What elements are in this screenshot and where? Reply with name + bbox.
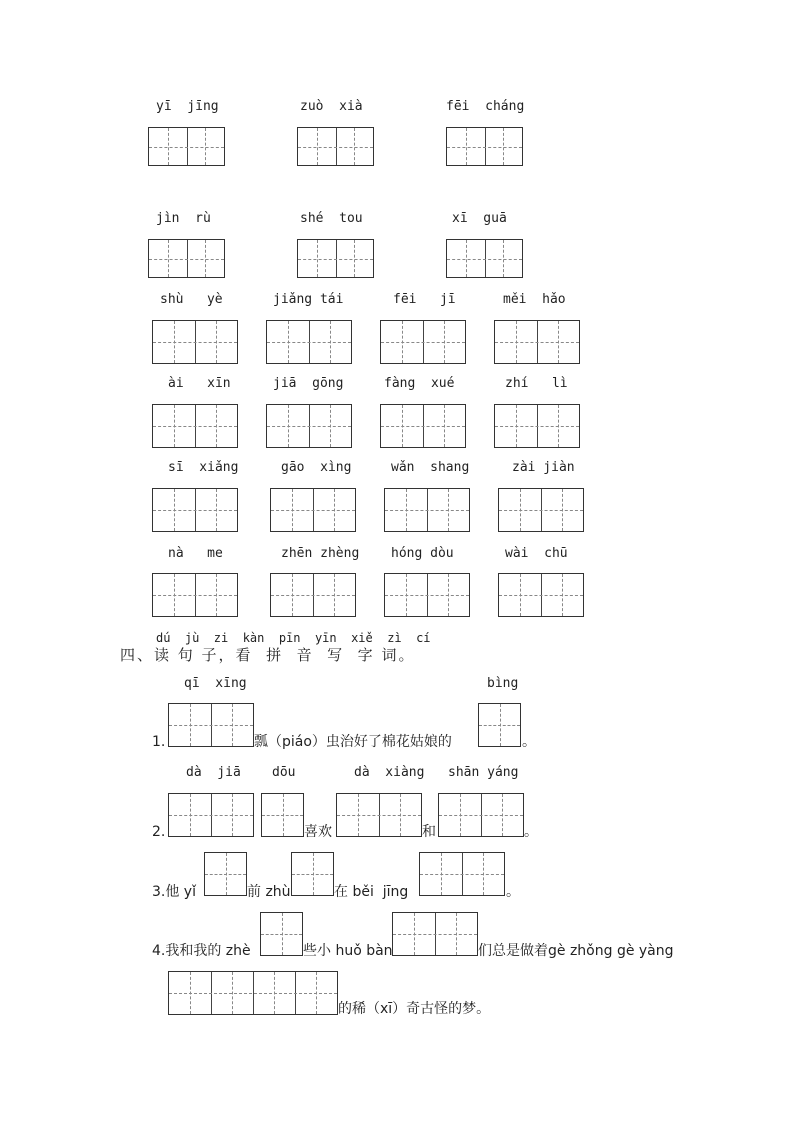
grid-guide-line <box>153 342 237 343</box>
writing-grid[interactable] <box>384 573 470 617</box>
sentence-text: 们总是做着gè zhǒng gè yàng <box>478 943 674 959</box>
pinyin-label: bìng <box>487 676 519 691</box>
grid-guide-line <box>385 595 469 596</box>
writing-grid[interactable] <box>148 127 225 166</box>
writing-grid[interactable] <box>446 127 523 166</box>
writing-grid[interactable] <box>494 320 580 364</box>
section-title-pinyin: dú jù zi kàn pīn yīn xiě zì cí <box>156 631 431 645</box>
grid-guide-line <box>149 147 224 148</box>
grid-guide-line <box>499 595 583 596</box>
pinyin-label: zài jiàn <box>512 460 575 475</box>
pinyin-label: zuò xià <box>300 99 363 114</box>
writing-grid[interactable] <box>168 793 254 837</box>
pinyin-label: dà xiàng <box>354 765 425 780</box>
grid-guide-line <box>447 147 522 148</box>
grid-guide-line <box>261 934 302 935</box>
pinyin-label: wài chū <box>505 546 568 561</box>
writing-grid[interactable] <box>392 912 478 956</box>
pinyin-label: zhēn zhèng <box>281 546 360 561</box>
grid-guide-line <box>499 510 583 511</box>
grid-guide-line <box>271 510 355 511</box>
writing-grid[interactable] <box>494 404 580 448</box>
pinyin-label: ài xīn <box>168 376 231 391</box>
grid-guide-line <box>153 595 237 596</box>
grid-guide-line <box>262 815 303 816</box>
grid-guide-line <box>169 725 253 726</box>
writing-grid[interactable] <box>168 703 254 747</box>
grid-guide-line <box>169 815 253 816</box>
grid-guide-line <box>149 259 224 260</box>
writing-grid[interactable] <box>152 488 238 532</box>
sentence-text: 的稀（xī）奇古怪的梦。 <box>338 1001 491 1017</box>
sentence-text: 瓢（piáo）虫治好了棉花姑娘的 <box>254 734 452 750</box>
grid-guide-line <box>169 993 337 994</box>
grid-guide-line <box>381 426 465 427</box>
grid-guide-line <box>393 934 477 935</box>
writing-grid[interactable] <box>266 404 352 448</box>
writing-grid[interactable] <box>291 852 334 896</box>
grid-guide-line <box>298 147 373 148</box>
pinyin-label: hóng dòu <box>391 546 454 561</box>
pinyin-label: shān yáng <box>448 765 519 780</box>
writing-grid[interactable] <box>270 573 356 617</box>
pinyin-label: shé tou <box>300 211 363 226</box>
sentence-text: 3.他 yǐ <box>152 884 196 900</box>
pinyin-label: yī jīng <box>156 99 219 114</box>
sentence-number: 2. <box>152 824 166 840</box>
grid-guide-line <box>479 725 520 726</box>
writing-grid[interactable] <box>204 852 247 896</box>
writing-grid[interactable] <box>152 320 238 364</box>
pinyin-label: dà jiā <box>186 765 241 780</box>
sentence-text: 4.我和我的 zhè <box>152 943 251 959</box>
pinyin-label: gāo xìng <box>281 460 352 475</box>
pinyin-label: fēi cháng <box>446 99 525 114</box>
grid-guide-line <box>153 426 237 427</box>
pinyin-label: nà me <box>168 546 223 561</box>
grid-guide-line <box>205 874 246 875</box>
sentence-text: 。 <box>524 824 538 840</box>
writing-grid[interactable] <box>446 239 523 278</box>
writing-grid[interactable] <box>498 488 584 532</box>
sentence-text: 和 <box>422 824 436 840</box>
pinyin-label: měi hǎo <box>503 292 566 307</box>
grid-guide-line <box>381 342 465 343</box>
grid-guide-line <box>495 342 579 343</box>
sentence-text: 些小 huǒ bàn <box>303 943 393 959</box>
writing-grid[interactable] <box>152 404 238 448</box>
pinyin-label: qī xīng <box>184 676 247 691</box>
sentence-text: 前 zhù <box>247 884 291 900</box>
writing-grid[interactable] <box>380 320 466 364</box>
grid-guide-line <box>153 510 237 511</box>
sentence-text: 。 <box>522 734 536 750</box>
writing-grid[interactable] <box>297 239 374 278</box>
writing-grid[interactable] <box>261 793 304 837</box>
sentence-text: 喜欢 <box>304 824 332 840</box>
grid-guide-line <box>267 342 351 343</box>
grid-guide-line <box>292 874 333 875</box>
pinyin-label: fēi jī <box>393 292 456 307</box>
pinyin-label: sī xiǎng <box>168 460 239 475</box>
writing-grid[interactable] <box>336 793 422 837</box>
pinyin-label: xī guā <box>452 211 507 226</box>
pinyin-label: fàng xué <box>384 376 455 391</box>
grid-guide-line <box>420 874 504 875</box>
writing-grid[interactable] <box>384 488 470 532</box>
pinyin-label: jiǎng tái <box>273 292 344 307</box>
pinyin-label: wǎn shang <box>391 460 470 475</box>
grid-guide-line <box>385 510 469 511</box>
sentence-text: 。 <box>506 884 520 900</box>
writing-grid[interactable] <box>168 971 338 1015</box>
grid-guide-line <box>298 259 373 260</box>
grid-guide-line <box>439 815 523 816</box>
grid-guide-line <box>271 595 355 596</box>
pinyin-label: zhí lì <box>505 376 568 391</box>
pinyin-label: jìn rù <box>156 211 211 226</box>
sentence-number: 1. <box>152 734 166 750</box>
section-title: 四、读 句 子，看 拼 音 写 字 词。 <box>120 646 416 664</box>
writing-grid[interactable] <box>297 127 374 166</box>
writing-grid[interactable] <box>498 573 584 617</box>
grid-guide-line <box>267 426 351 427</box>
grid-guide-line <box>495 426 579 427</box>
pinyin-label: shù yè <box>160 292 223 307</box>
writing-grid[interactable] <box>438 793 524 837</box>
grid-guide-line <box>337 815 421 816</box>
pinyin-label: dōu <box>272 765 296 780</box>
writing-grid[interactable] <box>266 320 352 364</box>
writing-grid[interactable] <box>380 404 466 448</box>
grid-guide-line <box>447 259 522 260</box>
writing-grid[interactable] <box>419 852 505 896</box>
writing-grid[interactable] <box>152 573 238 617</box>
sentence-text: 在 běi jīng <box>334 884 409 900</box>
writing-grid[interactable] <box>148 239 225 278</box>
pinyin-label: jiā gōng <box>273 376 344 391</box>
writing-grid[interactable] <box>260 912 303 956</box>
writing-grid[interactable] <box>270 488 356 532</box>
writing-grid[interactable] <box>478 703 521 747</box>
